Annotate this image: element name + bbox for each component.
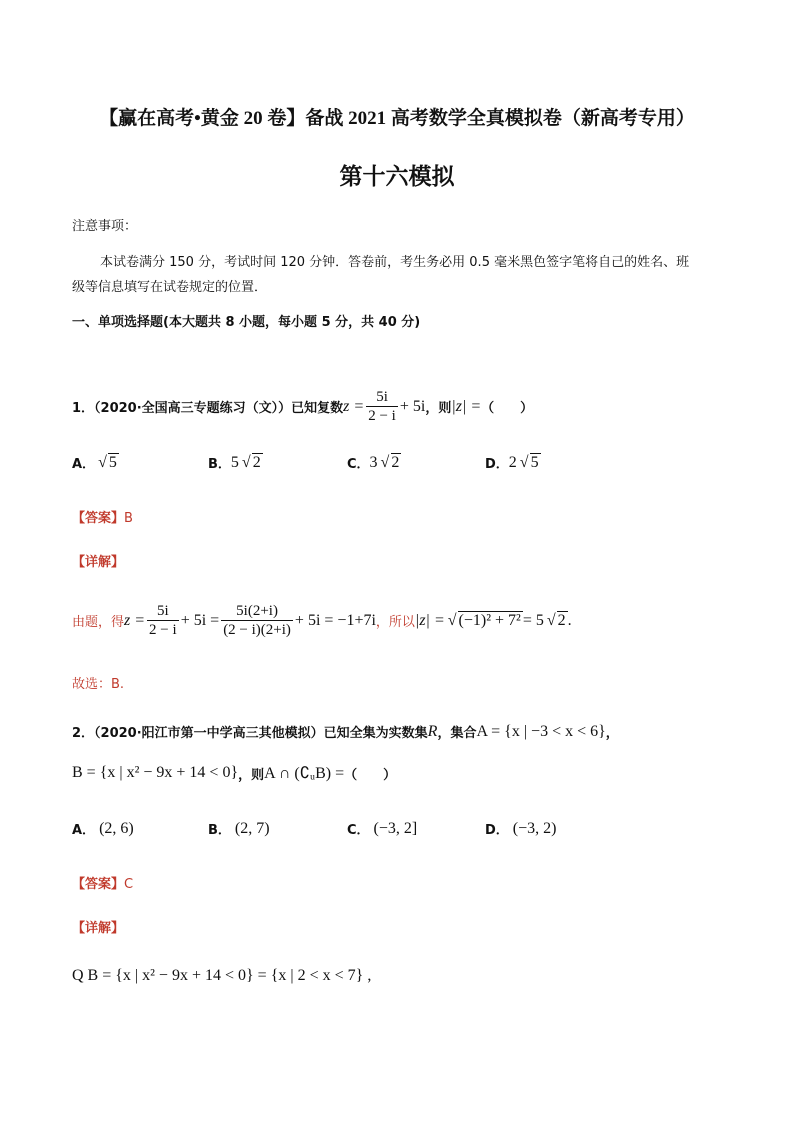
section-heading: 一、单项选择题(本大题共 8 小题，每小题 5 分，共 40 分) <box>72 315 421 330</box>
notice-label: 注意事项： <box>72 219 138 234</box>
question-1-option-a[interactable]: A． √ 5 <box>72 453 119 472</box>
notice-line-1: 本试卷满分 150 分，考试时间 120 分钟．答卷前，考生务必用 0.5 毫米黑色签字笔将自己的姓名、班 <box>100 255 690 270</box>
question-1-answer: 【答案】B <box>72 511 133 526</box>
question-2-line-1: 2．（2020·阳江市第一中学高三其他模拟）已知全集为实数集 R ，集合 A = {x | −3 < x < 6} ， <box>72 722 619 741</box>
question-2-answer: 【答案】C <box>72 877 134 892</box>
question-2-option-d[interactable]: D． (−3, 2) <box>485 819 557 838</box>
question-1-absz: |z| = <box>451 397 482 415</box>
question-1-option-d[interactable]: D． 2 √ 5 <box>485 453 541 472</box>
question-1-detail-tag: 【详解】 <box>72 555 125 570</box>
question-1-choose: 故选：B. <box>72 677 125 692</box>
question-1-plus: + 5i <box>399 397 426 415</box>
question-2-option-b[interactable]: B． (2, 7) <box>208 819 270 838</box>
question-1-z: z = <box>343 397 365 415</box>
question-1-option-c[interactable]: C． 3 √ 2 <box>347 453 401 472</box>
question-2-line-2: B = {x | x² − 9x + 14 < 0} ，则 A ∩ (∁ᵤB) = （ ） <box>72 764 397 783</box>
document-subtitle: 第十六模拟 <box>339 164 455 190</box>
question-2-option-a[interactable]: A． (2, 6) <box>72 819 134 838</box>
question-1-fraction: $\frac{5i}{2 - i}$ <box>368 389 396 424</box>
question-1 <box>72 388 533 425</box>
question-2-solution: Q B = {x | x² − 9x + 14 < 0} = {x | 2 < x < 7} , <box>72 967 372 984</box>
question-1-blank: （ ） <box>481 401 534 416</box>
question-1-mid: ，则 <box>425 401 452 416</box>
notice-line-2: 级等信息填写在试卷规定的位置． <box>72 280 268 295</box>
question-2-detail-tag: 【详解】 <box>72 921 125 936</box>
question-1-prefix: 1．（2020·全国高三专题练习（文））已知复数 <box>72 401 344 416</box>
document-title: 【赢在高考•黄金 20 卷】备战 2021 高考数学全真模拟卷（新高考专用） <box>99 108 695 129</box>
question-1-solution: 由题，得 z = $\frac{5i}{2 - i}$ + 5i = $\frac{5i(2+i)}{(2 - i)(2+i)}$ + 5i = −1+7i ，所以 |z| = √ (−1)² + 7² = 5 √ 2 . <box>72 602 572 639</box>
question-2-option-c[interactable]: C． (−3, 2] <box>347 819 418 838</box>
question-1-option-b[interactable]: B． 5 √ 2 <box>208 453 263 472</box>
